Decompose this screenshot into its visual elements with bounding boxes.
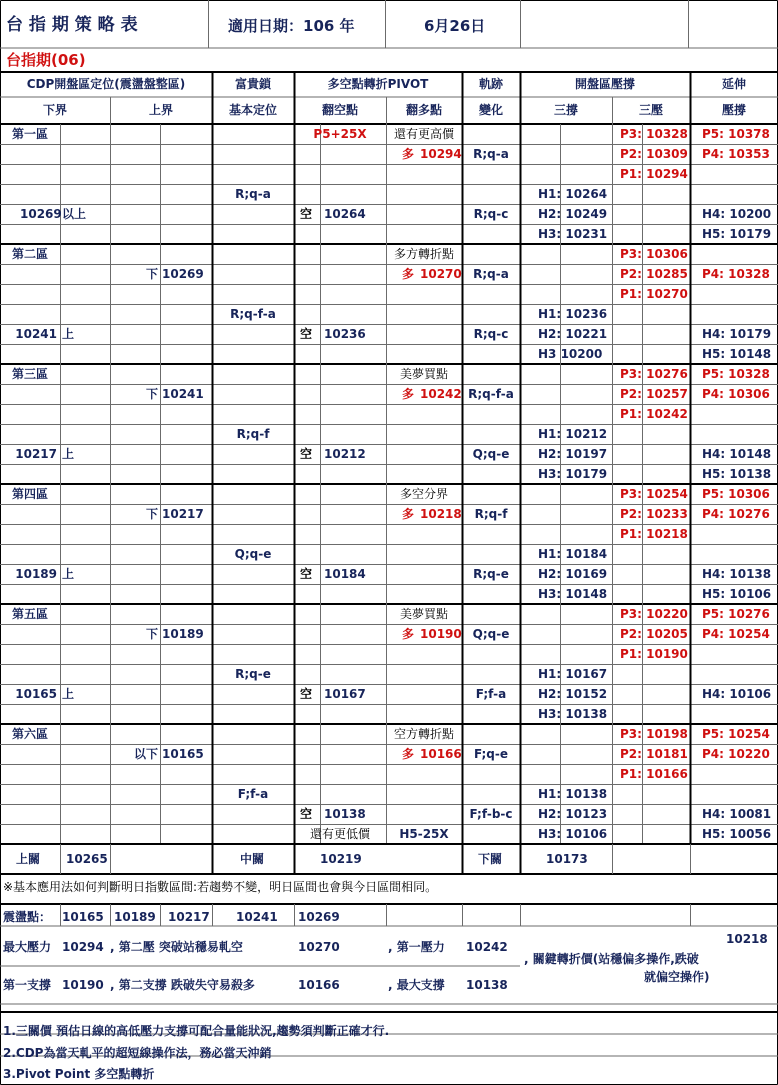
product-label: 台指期(06) <box>6 51 86 69</box>
zone-ext-upper-1: P5: 10254 <box>702 727 770 741</box>
zone-resist-p2: P2: 10309 <box>620 147 688 161</box>
header-ext: 延伸 <box>721 77 746 91</box>
zone-short-top: P5+25X <box>313 127 367 141</box>
zone-long-note: 多方轉折點 <box>393 247 454 261</box>
zone-track-short: R;q-c <box>473 327 509 341</box>
zone-resist-p1: P1: 10166 <box>620 767 688 781</box>
zone-long-word: 多 <box>402 267 415 281</box>
key-pivot-value: 10218 <box>726 932 768 946</box>
zone-short-word: 空 <box>300 567 313 581</box>
zone-upper-value: 10165 <box>162 747 204 761</box>
zone-short-word: 空 <box>300 207 313 221</box>
zone-resist-p2: P2: 10233 <box>620 507 688 521</box>
zone-short-value: 10264 <box>324 207 366 221</box>
footnote-3: 3.Pivot Point 多空點轉折 <box>3 1067 155 1081</box>
zone-resist-p1: P1: 10294 <box>620 167 688 181</box>
first-support-label: 第一支撐 <box>3 978 52 992</box>
zone-track-short: R;q-c <box>473 207 509 221</box>
zone-support-h3: H3: 10231 <box>538 227 608 241</box>
sheet-title: 台 指 期 策 略 表 <box>6 15 138 35</box>
zone-resist-p3: P3: 10198 <box>620 727 688 741</box>
zone-long-note: 空方轉折點 <box>393 727 454 741</box>
second-pressure-value: 10270 <box>298 940 340 954</box>
zone-lower-word: 上 <box>62 567 75 581</box>
zone-long-value: 10218 <box>420 507 462 521</box>
zone-base-position: R;q-f <box>236 427 270 441</box>
pivot-label: 震盪點： <box>3 910 52 924</box>
zone-support-h1: H1: 10236 <box>538 307 608 321</box>
zone-ext-lower-1: H4: 10179 <box>702 327 772 341</box>
zone-long-word: 多 <box>402 627 415 641</box>
header-pivot: 多空點轉折PIVOT <box>327 77 429 91</box>
zone-lower-value: 10217 <box>15 447 57 461</box>
zone-long-word: 多 <box>402 147 415 161</box>
zone-resist-p1: P1: 10218 <box>620 527 688 541</box>
zone-ext-lower-2: H5: 10138 <box>702 467 772 481</box>
header-resist: 壓撐 <box>721 103 746 117</box>
second-pressure-label: , 第二壓 突破站穩易軋空 <box>110 940 243 954</box>
zone-ext-lower-2: H5: 10056 <box>702 827 772 841</box>
zone-support-h1: H1: 10138 <box>538 787 608 801</box>
date-label: 適用日期：106 年 <box>228 17 355 35</box>
zone-track-long: R;q-a <box>473 147 509 161</box>
zone-base-position: R;q-f-a <box>230 307 276 321</box>
header-rich: 富貴鎖 <box>234 77 271 91</box>
zone-upper-word: 下 <box>145 267 158 281</box>
zone-support-h2: H2: 10249 <box>538 207 608 221</box>
zone-track-long: R;q-a <box>473 267 509 281</box>
zone-ext-upper-2: P4: 10254 <box>702 627 770 641</box>
zone-name: 第五區 <box>12 607 49 621</box>
zone-lower-value: 10241 <box>15 327 57 341</box>
first-support-value: 10190 <box>62 978 104 992</box>
zone-long-value: 10294 <box>420 147 462 161</box>
zone-ext-lower-2: H5: 10106 <box>702 587 772 601</box>
zone-name: 第二區 <box>12 247 49 261</box>
zone-ext-upper-2: P4: 10328 <box>702 267 770 281</box>
zone-long-value: 10190 <box>420 627 462 641</box>
zone-long-word: 多 <box>402 387 415 401</box>
zone-support-h3: H3: 10148 <box>538 587 608 601</box>
zone-support-h1: H1: 10167 <box>538 667 608 681</box>
zone-long-note: 還有更高價 <box>393 127 454 141</box>
zone-base-position: R;q-e <box>235 667 271 681</box>
zone-name: 第三區 <box>12 367 49 381</box>
zone-name: 第六區 <box>12 727 49 741</box>
zone-support-h3: H3: 10106 <box>538 827 608 841</box>
zone-ext-upper-1: P5: 10378 <box>702 127 770 141</box>
max-pressure-label: 最大壓力 <box>3 940 52 954</box>
zone-lower-word: 上 <box>62 687 75 701</box>
zone-long-word: 多 <box>402 507 415 521</box>
zone-ext-lower-2: H5: 10148 <box>702 347 772 361</box>
first-pressure-value: 10242 <box>466 940 508 954</box>
pivot-value-4: 10241 <box>236 910 278 924</box>
zone-resist-p2: P2: 10257 <box>620 387 688 401</box>
zone-resist-p3: P3: 10254 <box>620 487 688 501</box>
usage-note: ※基本應用法如何判斷明日指數區間:若趨勢不變，明日區間也會與今日區間相同。 <box>3 880 438 894</box>
zone-support-h3: H3: 10138 <box>538 707 608 721</box>
header-upper: 上界 <box>148 103 173 117</box>
zone-resist-p1: P1: 10190 <box>620 647 688 661</box>
key-pivot-label-1: , 關鍵轉折價(站穩偏多操作,跌破 <box>524 952 699 966</box>
footnote-1: 1.三關價 預估日線的高低壓力支撐可配合量能狀況,趨勢須判斷正確才行. <box>3 1024 390 1038</box>
zone-track-long: R;q-f <box>474 507 508 521</box>
header-long-point: 翻多點 <box>405 103 442 117</box>
zone-long-value: 10166 <box>420 747 462 761</box>
zone-track-short: F;f-b-c <box>469 807 513 821</box>
zone-short-value: 10184 <box>324 567 366 581</box>
zone-short-word: 空 <box>300 687 313 701</box>
zone-ext-upper-2: P4: 10353 <box>702 147 770 161</box>
pivot-value-3: 10217 <box>168 910 210 924</box>
zone-short-word: 空 <box>300 807 313 821</box>
zone-upper-word: 下 <box>145 387 158 401</box>
zone-base-position: F;f-a <box>237 787 269 801</box>
zone-ext-upper-2: P4: 10220 <box>702 747 770 761</box>
zone-track-long: F;q-e <box>473 747 509 761</box>
zone-support-h2: H2: 10169 <box>538 567 608 581</box>
zone-resist-p3: P3: 10220 <box>620 607 688 621</box>
zone-support-h2: H2: 10152 <box>538 687 608 701</box>
zone-track-long: R;q-f-a <box>468 387 514 401</box>
footnote-2: 2.CDP為當天軋平的超短線操作法，務必當天沖銷 <box>3 1046 272 1060</box>
zone-long-bottom: H5-25X <box>399 827 449 841</box>
zone-name: 第四區 <box>12 487 49 501</box>
summary-mid-value: 10219 <box>320 852 362 866</box>
zone-support-h2: H2: 10123 <box>538 807 608 821</box>
header-open-range: 開盤區壓撐 <box>574 77 635 91</box>
zone-resist-p2: P2: 10181 <box>620 747 688 761</box>
zone-support-h3: H3: 10179 <box>538 467 608 481</box>
zone-lower-word: 以上 <box>62 207 87 221</box>
zone-ext-upper-1: P5: 10306 <box>702 487 770 501</box>
zone-upper-word: 以下 <box>133 747 158 761</box>
zone-support-h1: H1: 10184 <box>538 547 608 561</box>
zone-long-note: 多空分界 <box>399 487 448 501</box>
zone-resist-p2: P2: 10285 <box>620 267 688 281</box>
zone-base-position: Q;q-e <box>234 547 272 561</box>
zone-support-h1: H1: 10264 <box>538 187 608 201</box>
zone-ext-lower-1: H4: 10081 <box>702 807 772 821</box>
zone-lower-word: 上 <box>62 327 75 341</box>
header-short-point: 翻空點 <box>321 103 358 117</box>
zone-ext-upper-2: P4: 10306 <box>702 387 770 401</box>
zone-upper-value: 10189 <box>162 627 204 641</box>
zone-short-value: 10138 <box>324 807 366 821</box>
key-pivot-label-2: 就偏空操作) <box>644 970 710 984</box>
zone-short-value: 10236 <box>324 327 366 341</box>
zone-ext-upper-1: P5: 10276 <box>702 607 770 621</box>
zone-lower-word: 上 <box>62 447 75 461</box>
header-base: 基本定位 <box>228 103 277 117</box>
zone-lower-value: 10165 <box>15 687 57 701</box>
date-value: 6月26日 <box>424 17 486 35</box>
pivot-value-2: 10189 <box>114 910 156 924</box>
zone-resist-p3: P3: 10306 <box>620 247 688 261</box>
zone-ext-upper-2: P4: 10276 <box>702 507 770 521</box>
zone-upper-value: 10241 <box>162 387 204 401</box>
zone-short-note: 還有更低價 <box>309 827 370 841</box>
zone-upper-word: 下 <box>145 627 158 641</box>
zone-short-value: 10212 <box>324 447 366 461</box>
zone-ext-lower-2: H5: 10179 <box>702 227 772 241</box>
zone-support-h3: H3 10200 <box>538 347 603 361</box>
zone-upper-value: 10217 <box>162 507 204 521</box>
summary-upper-value: 10265 <box>66 852 108 866</box>
header-track: 軌跡 <box>478 77 503 91</box>
zone-short-word: 空 <box>300 447 313 461</box>
zone-upper-value: 10269 <box>162 267 204 281</box>
zone-ext-lower-1: H4: 10138 <box>702 567 772 581</box>
max-support-value: 10138 <box>466 978 508 992</box>
zone-long-word: 多 <box>402 747 415 761</box>
zone-short-value: 10167 <box>324 687 366 701</box>
zone-long-note: 美夢買點 <box>399 367 448 381</box>
max-support-label: , 最大支撐 <box>388 978 445 992</box>
zone-support-h2: H2: 10221 <box>538 327 608 341</box>
zone-track-short: F;f-a <box>475 687 507 701</box>
header-lower: 下界 <box>42 103 67 117</box>
zone-resist-p1: P1: 10242 <box>620 407 688 421</box>
max-pressure-value: 10294 <box>62 940 104 954</box>
zone-track-short: R;q-e <box>473 567 509 581</box>
header-support3: 三撐 <box>553 103 578 117</box>
second-support-label: , 第二支撐 跌破失守易殺多 <box>110 978 255 992</box>
header-cdp: CDP開盤區定位(震盪盤整區) <box>26 77 186 91</box>
zone-upper-word: 下 <box>145 507 158 521</box>
zone-base-position: R;q-a <box>235 187 271 201</box>
zone-short-word: 空 <box>300 327 313 341</box>
zone-resist-p1: P1: 10270 <box>620 287 688 301</box>
zone-track-short: Q;q-e <box>472 447 510 461</box>
first-pressure-label: , 第一壓力 <box>388 940 445 954</box>
header-change: 變化 <box>478 103 503 117</box>
pivot-value-1: 10165 <box>62 910 104 924</box>
zone-ext-lower-1: H4: 10148 <box>702 447 772 461</box>
zone-long-value: 10270 <box>420 267 462 281</box>
zone-ext-lower-1: H4: 10200 <box>702 207 772 221</box>
zone-ext-upper-1: P5: 10328 <box>702 367 770 381</box>
summary-lower-value: 10173 <box>546 852 588 866</box>
summary-lower-label: 下關 <box>478 852 503 866</box>
zone-support-h1: H1: 10212 <box>538 427 608 441</box>
zone-resist-p3: P3: 10276 <box>620 367 688 381</box>
zone-name: 第一區 <box>12 127 49 141</box>
pivot-value-5: 10269 <box>298 910 340 924</box>
second-support-value: 10166 <box>298 978 340 992</box>
summary-mid-label: 中關 <box>240 852 265 866</box>
zone-resist-p2: P2: 10205 <box>620 627 688 641</box>
zone-lower-value: 10189 <box>15 567 57 581</box>
zone-track-long: Q;q-e <box>472 627 510 641</box>
zone-long-value: 10242 <box>420 387 462 401</box>
summary-upper-label: 上關 <box>16 852 41 866</box>
header-resist3: 三壓 <box>638 103 663 117</box>
zone-resist-p3: P3: 10328 <box>620 127 688 141</box>
zone-long-note: 美夢買點 <box>399 607 448 621</box>
zone-support-h2: H2: 10197 <box>538 447 608 461</box>
zone-lower-value: 10269 <box>20 207 62 221</box>
zone-ext-lower-1: H4: 10106 <box>702 687 772 701</box>
